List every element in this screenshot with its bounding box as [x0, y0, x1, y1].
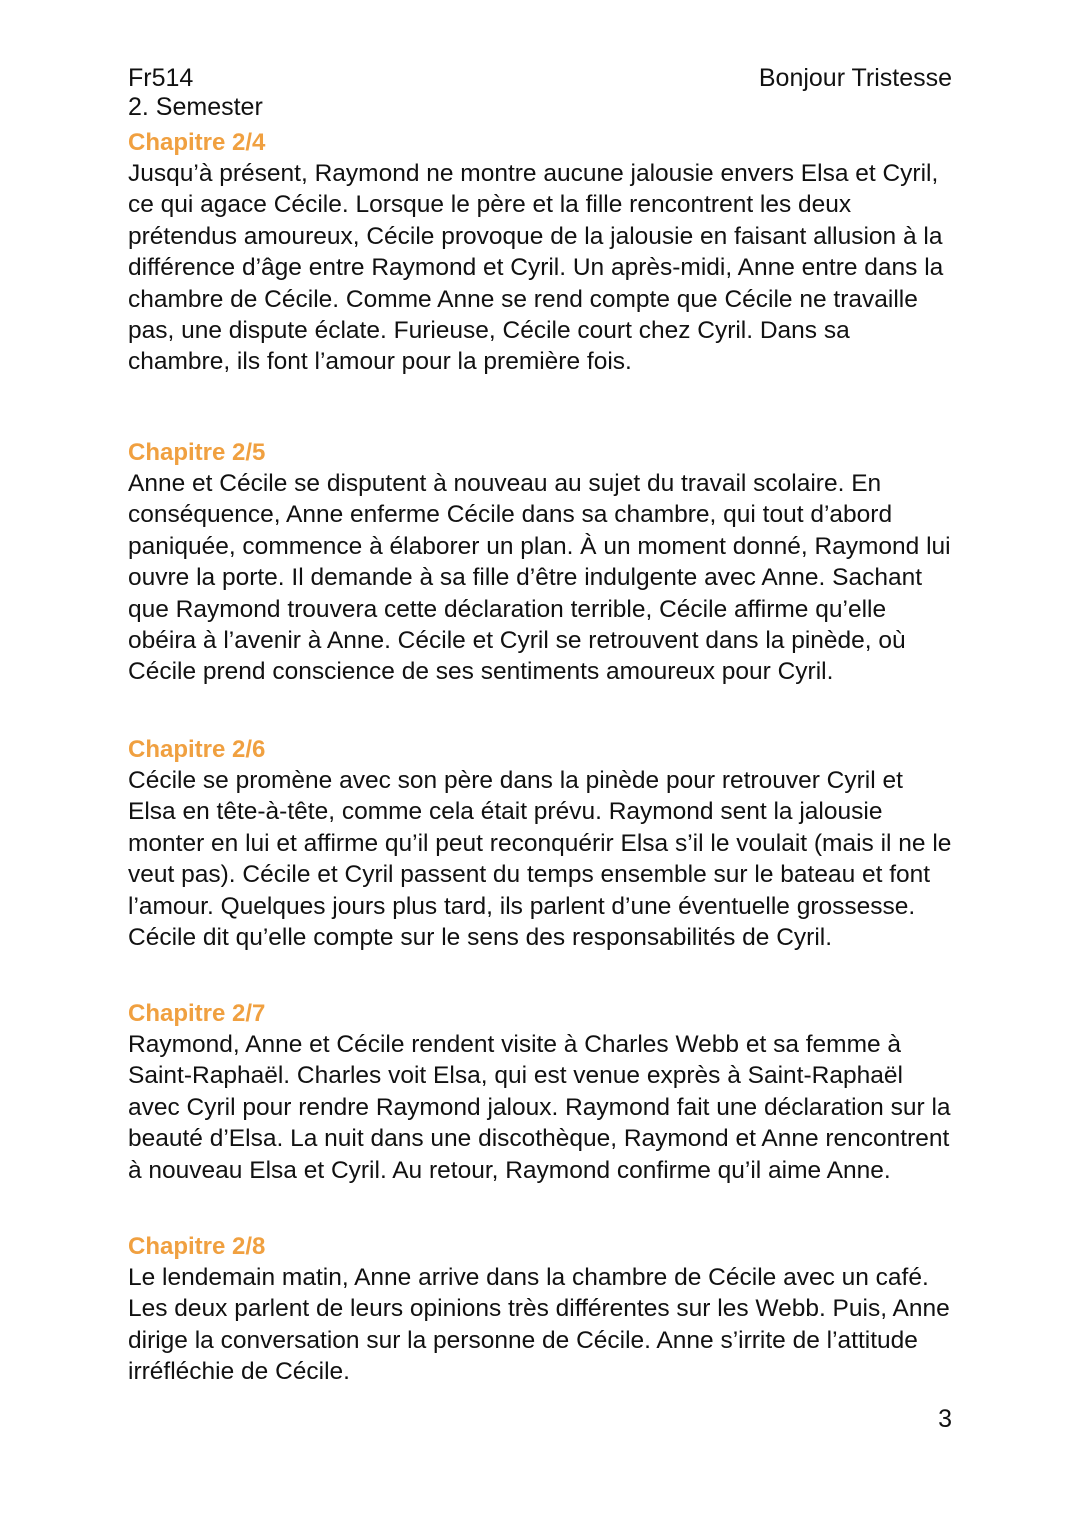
- semester-label: 2. Semester: [128, 93, 263, 121]
- page-number: 3: [938, 1405, 952, 1433]
- chapter-summary: Le lendemain matin, Anne arrive dans la chambre de Cécile avec un café. Les deux parlent de leurs opinions très différentes sur les Webb. Puis, Anne dirige la conversation sur la personne de Cécile. Anne s’irrite de l’attitude irréfléchie de Cécile.: [128, 1264, 950, 1386]
- chapter-summary: Jusqu’à présent, Raymond ne montre aucune jalousie envers Elsa et Cyril, ce qui agace Cécile. Lorsque le père et la fille rencontrent les deux prétendus amoureux, Cécile provoque de la jalousie en faisant allusion à la différence d’âge entre Raymond et Cyril. Un après-midi, Anne entre dans la chambre de Cécile. Comme Anne se rend compte que Cécile ne travaille pas, une dispute éclate. Furieuse, Cécile court chez Cyril. Dans sa chambre, ils font l’amour pour la première fois.: [128, 160, 944, 376]
- chapter-heading: Chapitre 2/4: [128, 129, 266, 156]
- course-code: Fr514: [128, 64, 194, 92]
- book-title: Bonjour Tristesse: [758, 64, 952, 92]
- chapter-summary: Cécile se promène avec son père dans la pinède pour retrouver Cyril et Elsa en tête-à-tête, comme cela était prévu. Raymond sent la jalousie monter en lui et affirme qu’il peut reconquérir Elsa s’il le voulait (mais il ne le veut pas). Cécile et Cyril passent du temps ensemble sur le bateau et font l’amour. Quelques jours plus tard, ils parlent d’une éventuelle grossesse. Cécile dit qu’elle compte sur le sens des responsabilités de Cyril.: [128, 767, 952, 952]
- section-chapter-2-4: [128, 128, 952, 378]
- section-chapter-2-5: [128, 438, 952, 688]
- section-chapter-2-7: [128, 999, 952, 1186]
- section-chapter-2-6: [128, 735, 952, 953]
- chapter-summary: Raymond, Anne et Cécile rendent visite à Charles Webb et sa femme à Saint-Raphaël. Charles voit Elsa, qui est venue exprès à Saint-Raphaël avec Cyril pour rendre Raymond jaloux. Raymond fait une déclaration sur la beauté d’Elsa. La nuit dans une discothèque, Raymond et Anne rencontrent à nouveau Elsa et Cyril. Au retour, Raymond confirme qu’il aime Anne.: [128, 1031, 951, 1184]
- chapter-heading: Chapitre 2/6: [128, 736, 266, 763]
- chapter-heading: Chapitre 2/8: [128, 1233, 266, 1260]
- chapter-heading: Chapitre 2/7: [128, 1000, 266, 1027]
- section-chapter-2-8: [128, 1232, 952, 1388]
- page-header: [128, 64, 952, 122]
- chapter-heading: Chapitre 2/5: [128, 439, 266, 466]
- chapter-summary: Anne et Cécile se disputent à nouveau au sujet du travail scolaire. En conséquence, Anne enferme Cécile dans sa chambre, qui tout d’abord paniquée, commence à élaborer un plan. À un moment donné, Raymond lui ouvre la porte. Il demande à sa fille d’être indulgente avec Anne. Sachant que Raymond trouvera cette déclaration terrible, Cécile affirme qu’elle obéira à l’avenir à Anne. Cécile et Cyril se retrouvent dans la pinède, où Cécile prend conscience de ses sentiments amoureux pour Cyril.: [128, 470, 951, 686]
